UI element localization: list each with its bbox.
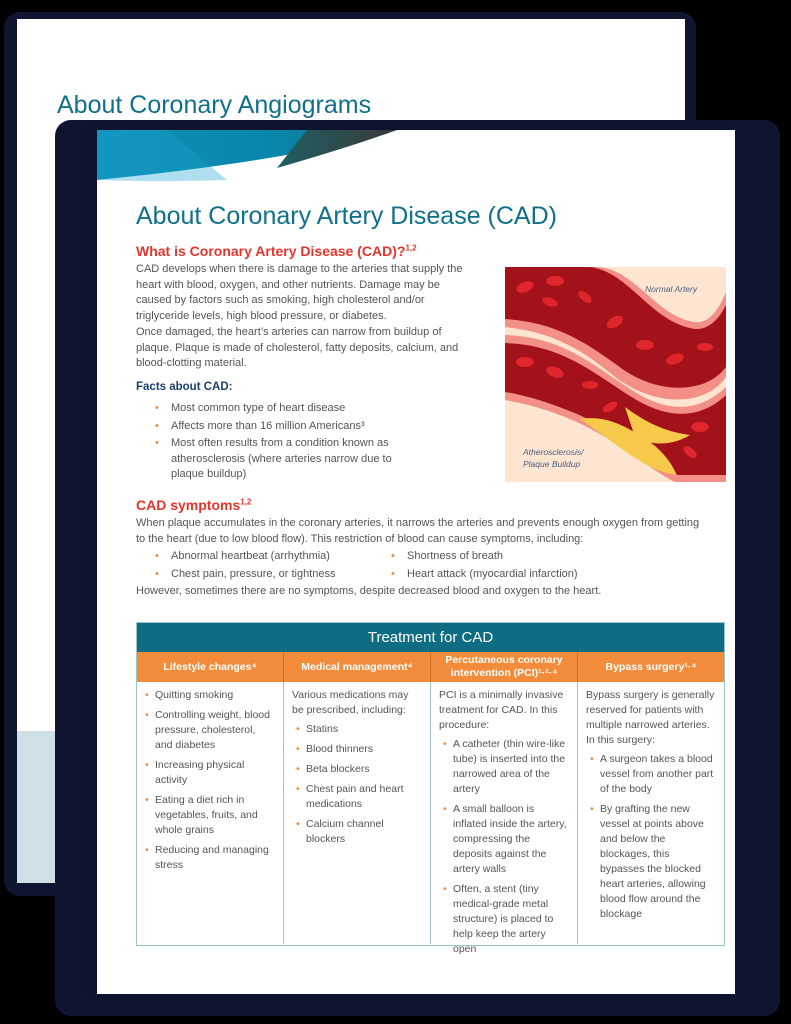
treatment-table-title: Treatment for CAD bbox=[137, 623, 724, 652]
facts-item: • Most common type of heart disease bbox=[153, 401, 403, 417]
medical-item: • Statins bbox=[296, 722, 422, 737]
symptom-item: • Abnormal heartbeat (arrhythmia) bbox=[153, 549, 393, 565]
lifestyle-item: • Reducing and managing stress bbox=[145, 843, 275, 873]
pci-item: • Often, a stent (tiny medical-grade metal structure) is placed to help keep the artery open bbox=[443, 882, 569, 957]
bypass-item: • By grafting the new vessel at points above and below the blockages, this bypasses the blocked heart arteries, allowing blood flow around the blockage bbox=[590, 802, 716, 922]
what-is-cad-heading: What is Coronary Artery Disease (CAD)?$^{1,2}$ bbox=[136, 243, 417, 259]
column-header-lifestyle: Lifestyle changes⁴ bbox=[163, 660, 257, 673]
medical-item: • Beta blockers bbox=[296, 762, 422, 777]
plaque-label-line1: Atherosclerosis/ bbox=[523, 447, 584, 457]
pci-item: • A small balloon is inflated inside the artery, compressing the deposits against the artery walls bbox=[443, 802, 569, 877]
symptoms-list-right bbox=[389, 549, 649, 584]
medical-cell bbox=[283, 682, 430, 944]
lifestyle-item: • Quitting smoking bbox=[145, 688, 275, 703]
page-title: About Coronary Artery Disease (CAD) bbox=[136, 202, 557, 230]
pci-item: • A catheter (thin wire-like tube) is inserted into the narrowed area of the artery bbox=[443, 737, 569, 797]
normal-artery-label: Normal Artery bbox=[645, 284, 698, 294]
medical-item: • Chest pain and heart medications bbox=[296, 782, 422, 812]
lifestyle-cell bbox=[137, 682, 283, 944]
header-banner bbox=[97, 130, 735, 190]
facts-item: • Affects more than 16 million Americans³ bbox=[153, 419, 403, 435]
symptoms-outro: However, sometimes there are no symptoms, despite decreased blood and oxygen to the heart. bbox=[136, 585, 602, 597]
front-document-page bbox=[97, 130, 735, 994]
artery-illustration bbox=[505, 267, 726, 482]
facts-list bbox=[153, 401, 403, 485]
column-header-bypass: Bypass surgery¹·⁴ bbox=[577, 652, 724, 682]
treatment-table-body bbox=[137, 682, 724, 955]
medical-item: • Calcium channel blockers bbox=[296, 817, 422, 847]
symptom-item: • Heart attack (myocardial infarction) bbox=[389, 567, 649, 583]
lifestyle-item: • Controlling weight, blood pressure, cholesterol, and diabetes bbox=[145, 708, 275, 753]
medical-intro: Various medications may be prescribed, including: bbox=[292, 689, 409, 716]
what-is-para-2: Once damaged, the heart’s arteries can narrow from buildup of plaque. Plaque is made of cholesterol, fatty deposits, calcium, and blood-clotting material. bbox=[136, 326, 459, 369]
treatment-table-headers bbox=[137, 652, 724, 682]
symptom-item: • Chest pain, pressure, or tightness bbox=[153, 567, 393, 583]
what-is-para-1: CAD develops when there is damage to the arteries that supply the heart with blood, oxygen, and other nutrients. Damage may be caused by factors such as smoking, high cholesterol and/or triglyceride levels, high blood pressure, or diabetes. bbox=[136, 263, 463, 322]
facts-item: • Most often results from a condition known as atherosclerosis (where arteries narrow due to plaque buildup) bbox=[153, 436, 403, 483]
symptom-item: • Shortness of breath bbox=[389, 549, 649, 565]
column-header-medical: Medical management⁴ bbox=[283, 652, 430, 682]
back-page-title: About Coronary Angiograms bbox=[57, 91, 372, 119]
pci-intro: PCI is a minimally invasive treatment for CAD. In this procedure: bbox=[439, 689, 564, 731]
plaque-label-line2: Plaque Buildup bbox=[523, 459, 581, 469]
bypass-intro: Bypass surgery is generally reserved for patients with multiple narrowed arteries. In this surgery: bbox=[586, 689, 715, 746]
treatment-table bbox=[136, 622, 725, 955]
bypass-cell bbox=[577, 682, 724, 944]
medical-item: • Blood thinners bbox=[296, 742, 422, 757]
symptoms-list-left bbox=[153, 549, 393, 584]
facts-heading: Facts about CAD: bbox=[136, 381, 233, 393]
lifestyle-item: • Increasing physical activity bbox=[145, 758, 275, 788]
pci-cell bbox=[430, 682, 577, 955]
column-header-pci: Percutaneous coronary intervention (PCI)¹·²·⁴ bbox=[430, 652, 577, 682]
lifestyle-item: • Eating a diet rich in vegetables, fruits, and whole grains bbox=[145, 793, 275, 838]
symptoms-intro: When plaque accumulates in the coronary arteries, it narrows the arteries and prevents enough oxygen from getting to the heart (due to low blood flow). This restriction of blood can cause symptoms, including: bbox=[136, 517, 700, 545]
bypass-item: • A surgeon takes a blood vessel from another part of the body bbox=[590, 752, 716, 797]
symptoms-heading: CAD symptoms$^{1,2}$ bbox=[136, 497, 252, 513]
